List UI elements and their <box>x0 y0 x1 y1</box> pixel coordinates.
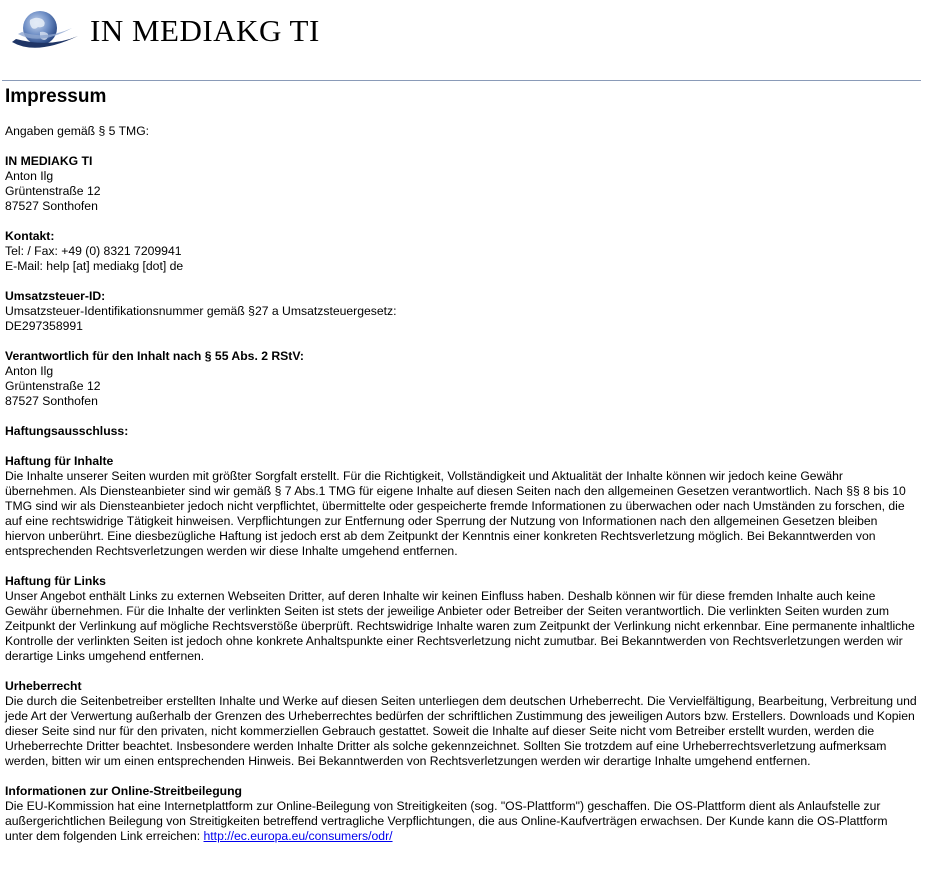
odr-paragraph <box>5 799 918 844</box>
responsible-block <box>5 349 918 409</box>
vat-heading: Umsatzsteuer-ID: <box>5 289 106 303</box>
odr-platform-link[interactable]: http://ec.europa.eu/consumers/odr/ <box>203 829 393 843</box>
responsible-street: Grüntenstraße 12 <box>5 379 101 393</box>
odr-section <box>5 784 918 844</box>
contact-email: E-Mail: help [at] mediakg [dot] de <box>5 259 184 273</box>
contact-block <box>5 229 918 274</box>
vat-number: DE297358991 <box>5 319 83 333</box>
company-city: 87527 Sonthofen <box>5 199 98 213</box>
header-divider <box>2 80 921 81</box>
intro-text: Angaben gemäß § 5 TMG: <box>5 124 150 138</box>
copyright-text: Die durch die Seitenbetreiber erstellten Inhalte und Werke auf diesen Seiten unterliegen dem deutschen Urheberrecht. Die Vervielfältigung, Bearbeitung, Verbreitung und jede Art der Verwertung außerhalb der Grenzen des Urheberrechtes bedürfen der schriftlichen Zustimmung des jeweiligen Autors bzw. Erstellers. Downloads und Kopien dieser Seite sind nur für den privaten, nicht kommerziellen Gebrauch gestattet. Soweit die Inhalte auf dieser Seite nicht vom Betreiber erstellt wurden, werden die Urheberrechte Dritter beachtet. Insbesondere werden Inhalte Dritter als solche gekennzeichnet. Sollten Sie trotzdem auf eine Urheberrechtsverletzung aufmerksam werden, bitten wir um einen entsprechenden Hinweis. Bei Bekanntwerden von Rechtsverletzungen werden wir derartige Inhalte umgehend entfernen. <box>5 694 917 768</box>
brand-name: IN MEDIAKG TI <box>90 13 320 48</box>
responsible-city: 87527 Sonthofen <box>5 394 98 408</box>
site-header <box>0 0 933 80</box>
content-liability-text: Die Inhalte unserer Seiten wurden mit größter Sorgfalt erstellt. Für die Richtigkeit, Vollständigkeit und Aktualität der Inhalte können wir jedoch keine Gewähr übernehmen. Als Diensteanbieter sind wir gemäß § 7 Abs.1 TMG für eigene Inhalte auf diesen Seiten nach den allgemeinen Gesetzen verantwortlich. Nach §§ 8 bis 10 TMG sind wir als Diensteanbieter jedoch nicht verpflichtet, übermittelte oder gespeicherte fremde Informationen zu überwachen oder nach Umständen zu forschen, die auf eine rechtswidrige Tätigkeit hinweisen. Verpflichtungen zur Entfernung oder Sperrung der Nutzung von Informationen nach den allgemeinen Gesetzen bleiben hiervon unberührt. Eine diesbezügliche Haftung ist jedoch erst ab dem Zeitpunkt der Kenntnis einer konkreten Rechtsverletzung möglich. Bei Bekanntwerden von entsprechenden Rechtsverletzungen werden wir diese Inhalte umgehend entfernen. <box>5 469 906 558</box>
impressum-content <box>5 84 918 844</box>
responsible-heading: Verantwortlich für den Inhalt nach § 55 Abs. 2 RStV: <box>5 349 304 363</box>
odr-text: Die EU-Kommission hat eine Internetplattform zur Online-Beilegung von Streitigkeiten (sog. "OS-Plattform") geschaffen. Die OS-Plattform dient als Anlaufstelle zur außergerichtlichen Beilegung von Streitigkeiten betreffend vertragliche Verpflichtungen, die aus Online-Kaufverträgen erwachsen. Der Kunde kann die OS-Plattform unter dem folgenden Link erreichen: <box>5 799 888 843</box>
company-block <box>5 154 918 214</box>
copyright-heading: Urheberrecht <box>5 679 82 693</box>
company-street: Grüntenstraße 12 <box>5 184 101 198</box>
disclaimer-heading: Haftungsausschluss: <box>5 424 129 438</box>
responsible-person: Anton Ilg <box>5 364 54 378</box>
globe-swoosh-icon[interactable] <box>10 6 80 54</box>
content-liability-section <box>5 454 918 559</box>
vat-block <box>5 289 918 334</box>
copyright-section <box>5 679 918 769</box>
odr-heading: Informationen zur Online-Streitbeilegung <box>5 784 242 798</box>
contact-heading: Kontakt: <box>5 229 55 243</box>
company-person: Anton Ilg <box>5 169 54 183</box>
page-title: Impressum <box>5 86 107 107</box>
link-liability-section <box>5 574 918 664</box>
link-liability-text: Unser Angebot enthält Links zu externen Webseiten Dritter, auf deren Inhalte wir keinen Einfluss haben. Deshalb können wir für diese fremden Inhalte auch keine Gewähr übernehmen. Für die Inhalte der verlinkten Seiten ist stets der jeweilige Anbieter oder Betreiber der Seiten verantwortlich. Die verlinkten Seiten wurden zum Zeitpunkt der Verlinkung auf mögliche Rechtsverstöße überprüft. Rechtswidrige Inhalte waren zum Zeitpunkt der Verlinkung nicht erkennbar. Eine permanente inhaltliche Kontrolle der verlinkten Seiten ist jedoch ohne konkrete Anhaltspunkte einer Rechtsverletzung nicht zumutbar. Bei Bekanntwerden von Rechtsverletzungen werden wir derartige Links umgehend entfernen. <box>5 589 915 663</box>
company-name: IN MEDIAKG TI <box>5 154 93 168</box>
content-liability-heading: Haftung für Inhalte <box>5 454 114 468</box>
link-liability-heading: Haftung für Links <box>5 574 106 588</box>
contact-phone: Tel: / Fax: +49 (0) 8321 7209941 <box>5 244 182 258</box>
vat-label: Umsatzsteuer-Identifikationsnummer gemäß §27 a Umsatzsteuergesetz: <box>5 304 397 318</box>
